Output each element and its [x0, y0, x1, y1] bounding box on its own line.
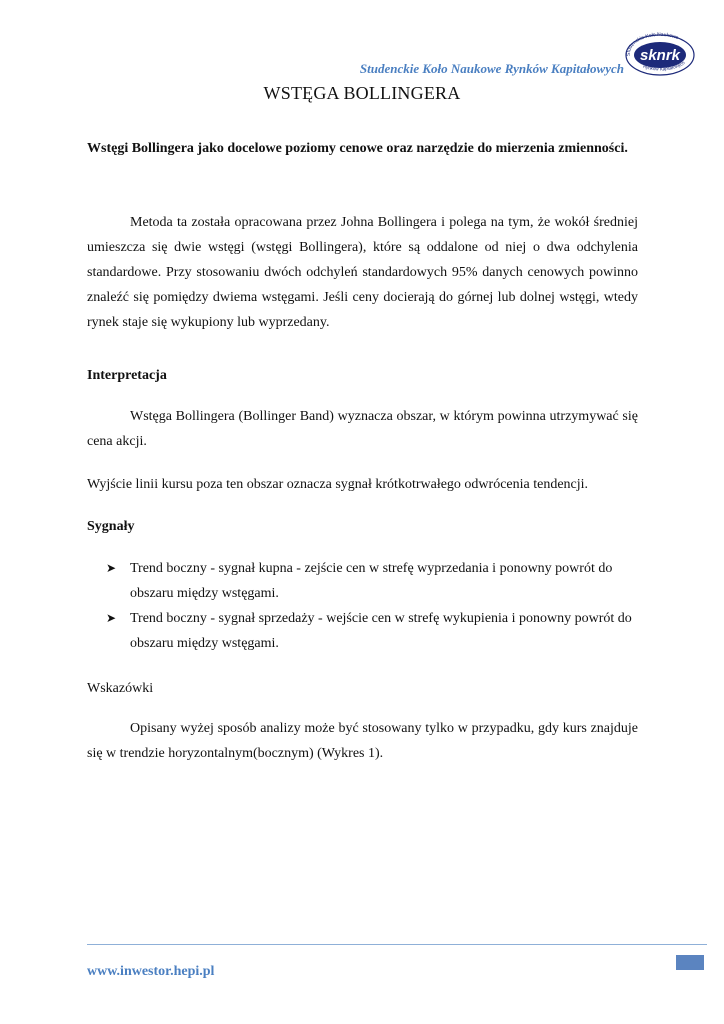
sknrk-logo	[622, 30, 698, 78]
hints-p1-block	[87, 716, 638, 766]
logo-text: sknrk	[639, 47, 681, 64]
intro-block	[87, 210, 638, 335]
interpretation-paragraph-2: Wyjście linii kursu poza ten obszar oznacza sygnał krótkotrwałego odwrócenia tendencji.	[87, 477, 589, 492]
subtitle-block	[87, 136, 638, 161]
subtitle: Wstęgi Bollingera jako docelowe poziomy cenowe oraz narzędzie do mierzenia zmienności.	[87, 141, 628, 156]
document-title: WSTĘGA BOLLINGERA	[263, 83, 461, 103]
interpretation-paragraph-1: Wstęga Bollingera (Bollinger Band) wyznacza obszar, w którym powinna utrzymywać się cena akcji.	[87, 409, 638, 449]
interpretation-p2-block	[87, 472, 638, 497]
list-item	[87, 556, 638, 606]
signals-heading: Sygnały	[87, 519, 135, 534]
footer-link[interactable]: www.inwestor.hepi.pl	[87, 964, 215, 979]
logo-ring-top-text: Studenckie Koło Naukowe	[625, 31, 680, 57]
signal-text: Trend boczny - sygnał sprzedaży - wejście cen w strefę wykupienia i ponowny powrót do obszaru między wstęgami.	[130, 611, 632, 651]
hints-heading-block	[87, 676, 638, 701]
list-item	[87, 606, 638, 656]
interpretation-heading-block	[87, 363, 638, 388]
hints-paragraph: Opisany wyżej sposób analizy może być stosowany tylko w przypadku, gdy kurs znajduje się w trendzie horyzontalnym(bocznym) (Wykres 1).	[87, 721, 638, 761]
arrow-bullet-icon: ➤	[106, 561, 117, 575]
signals-heading-block	[87, 514, 638, 539]
intro-paragraph: Metoda ta została opracowana przez Johna Bollingera i polega na tym, że wokół średniej umieszcza się dwie wstęgi (wstęgi Bollingera), które są oddalone od niej o dwa odchylenia standardowe. Przy stosowaniu dwóch odchyleń standardowych 95% danych cenowych powinno znaleźć się pomiędzy dwiema wstęgami. Jeśli ceny docierają do górnej lub dolnej wstęgi, wtedy rynek staje się wykupiony lub wyprzedany.	[87, 215, 638, 330]
interpretation-heading: Interpretacja	[87, 368, 167, 383]
header-organization: Studenckie Koło Naukowe Rynków Kapitałowych	[359, 61, 624, 76]
logo-ring-bottom-text: Rynków Kapitałowych	[642, 60, 686, 72]
signals-list	[87, 556, 638, 656]
interpretation-p1-block	[87, 404, 638, 454]
hints-heading: Wskazówki	[87, 681, 154, 696]
arrow-bullet-icon: ➤	[106, 611, 117, 625]
signals-list-block	[87, 556, 638, 656]
signal-text: Trend boczny - sygnał kupna - zejście cen w strefę wyprzedania i ponowny powrót do obszaru między wstęgami.	[130, 561, 613, 601]
page-number-box	[676, 955, 704, 970]
footer-divider	[87, 944, 707, 945]
